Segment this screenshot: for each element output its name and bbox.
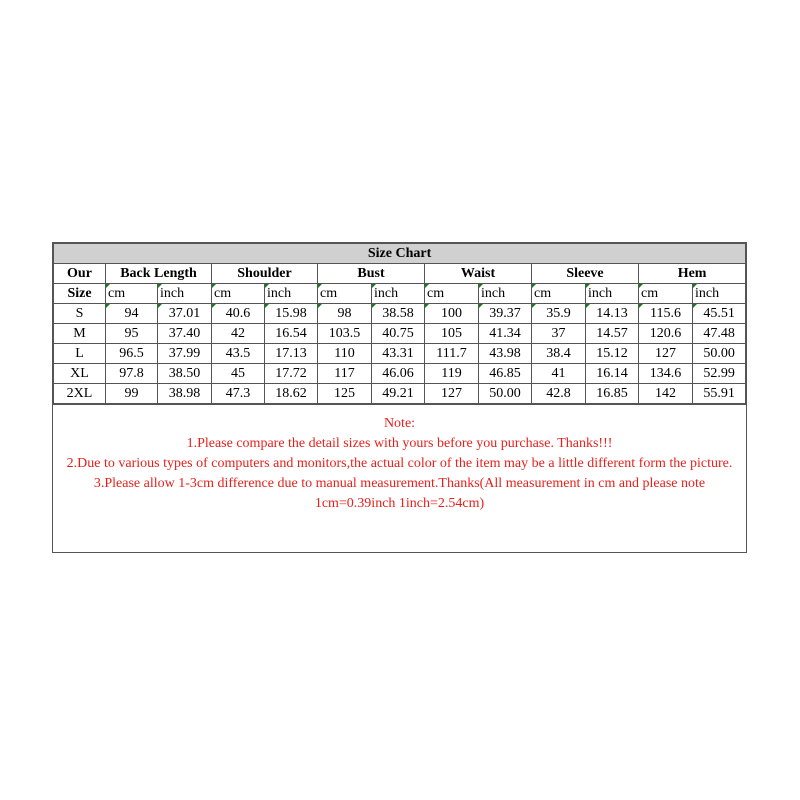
value-cell: 38.50 <box>158 364 212 384</box>
chart-title: Size Chart <box>54 244 746 264</box>
value-cell: 127 <box>425 384 479 404</box>
table-row <box>54 304 746 324</box>
value-cell: 96.5 <box>106 344 158 364</box>
notes-section <box>53 404 746 552</box>
value-cell: 120.6 <box>639 324 693 344</box>
size-cell: L <box>54 344 106 364</box>
unit-header: inch <box>265 284 318 304</box>
value-cell: 134.6 <box>639 364 693 384</box>
group-header: Back Length <box>106 264 212 284</box>
value-cell: 43.98 <box>479 344 532 364</box>
value-cell: 55.91 <box>693 384 746 404</box>
unit-header: inch <box>693 284 746 304</box>
value-cell: 47.48 <box>693 324 746 344</box>
value-cell: 111.7 <box>425 344 479 364</box>
value-cell: 41 <box>532 364 586 384</box>
group-header: Hem <box>639 264 746 284</box>
table-row <box>54 324 746 344</box>
value-cell: 142 <box>639 384 693 404</box>
group-header: Shoulder <box>212 264 318 284</box>
value-cell: 42 <box>212 324 265 344</box>
value-cell: 14.13 <box>586 304 639 324</box>
unit-header: cm <box>639 284 693 304</box>
unit-header: cm <box>532 284 586 304</box>
note-line-1: 1.Please compare the detail sizes with yours before you purchase. Thanks!!! <box>186 436 613 451</box>
value-cell: 38.4 <box>532 344 586 364</box>
size-table <box>53 243 746 404</box>
size-label: Size <box>54 284 106 304</box>
value-cell: 50.00 <box>479 384 532 404</box>
value-cell: 47.3 <box>212 384 265 404</box>
value-cell: 103.5 <box>318 324 372 344</box>
value-cell: 18.62 <box>265 384 318 404</box>
value-cell: 38.58 <box>372 304 425 324</box>
value-cell: 98 <box>318 304 372 324</box>
unit-header: cm <box>106 284 158 304</box>
value-cell: 52.99 <box>693 364 746 384</box>
value-cell: 100 <box>425 304 479 324</box>
value-cell: 115.6 <box>639 304 693 324</box>
value-cell: 15.12 <box>586 344 639 364</box>
note-heading: Note: <box>383 416 416 431</box>
value-cell: 40.75 <box>372 324 425 344</box>
note-line-2: 2.Due to various types of computers and monitors,the actual color of the item may be a little different form the picture. <box>66 456 733 471</box>
value-cell: 46.85 <box>479 364 532 384</box>
table-row <box>54 384 746 404</box>
value-cell: 37 <box>532 324 586 344</box>
our-label: Our <box>54 264 106 284</box>
value-cell: 50.00 <box>693 344 746 364</box>
value-cell: 125 <box>318 384 372 404</box>
size-cell: XL <box>54 364 106 384</box>
value-cell: 43.31 <box>372 344 425 364</box>
value-cell: 35.9 <box>532 304 586 324</box>
value-cell: 97.8 <box>106 364 158 384</box>
value-cell: 119 <box>425 364 479 384</box>
value-cell: 37.40 <box>158 324 212 344</box>
unit-header: cm <box>212 284 265 304</box>
value-cell: 43.5 <box>212 344 265 364</box>
value-cell: 127 <box>639 344 693 364</box>
value-cell: 37.01 <box>158 304 212 324</box>
value-cell: 45.51 <box>693 304 746 324</box>
value-cell: 105 <box>425 324 479 344</box>
value-cell: 42.8 <box>532 384 586 404</box>
unit-header: inch <box>586 284 639 304</box>
table-row <box>54 344 746 364</box>
value-cell: 17.72 <box>265 364 318 384</box>
value-cell: 40.6 <box>212 304 265 324</box>
value-cell: 117 <box>318 364 372 384</box>
value-cell: 17.13 <box>265 344 318 364</box>
table-row <box>54 364 746 384</box>
note-line-3: 3.Please allow 1-3cm difference due to manual measurement.Thanks(All measurement in cm and please note 1cm=0.39inch 1inch=2.54cm) <box>93 476 706 511</box>
value-cell: 14.57 <box>586 324 639 344</box>
group-header-row <box>54 264 746 284</box>
value-cell: 37.99 <box>158 344 212 364</box>
value-cell: 110 <box>318 344 372 364</box>
size-cell: M <box>54 324 106 344</box>
value-cell: 15.98 <box>265 304 318 324</box>
value-cell: 39.37 <box>479 304 532 324</box>
unit-header: inch <box>372 284 425 304</box>
value-cell: 38.98 <box>158 384 212 404</box>
value-cell: 41.34 <box>479 324 532 344</box>
value-cell: 45 <box>212 364 265 384</box>
unit-header: inch <box>158 284 212 304</box>
unit-header: inch <box>479 284 532 304</box>
size-cell: S <box>54 304 106 324</box>
value-cell: 16.85 <box>586 384 639 404</box>
value-cell: 99 <box>106 384 158 404</box>
size-chart <box>52 242 747 553</box>
unit-header: cm <box>318 284 372 304</box>
group-header: Sleeve <box>532 264 639 284</box>
value-cell: 46.06 <box>372 364 425 384</box>
value-cell: 94 <box>106 304 158 324</box>
value-cell: 95 <box>106 324 158 344</box>
size-cell: 2XL <box>54 384 106 404</box>
title-row <box>54 244 746 264</box>
unit-header: cm <box>425 284 479 304</box>
value-cell: 16.54 <box>265 324 318 344</box>
value-cell: 49.21 <box>372 384 425 404</box>
group-header: Waist <box>425 264 532 284</box>
value-cell: 16.14 <box>586 364 639 384</box>
group-header: Bust <box>318 264 425 284</box>
unit-header-row <box>54 284 746 304</box>
